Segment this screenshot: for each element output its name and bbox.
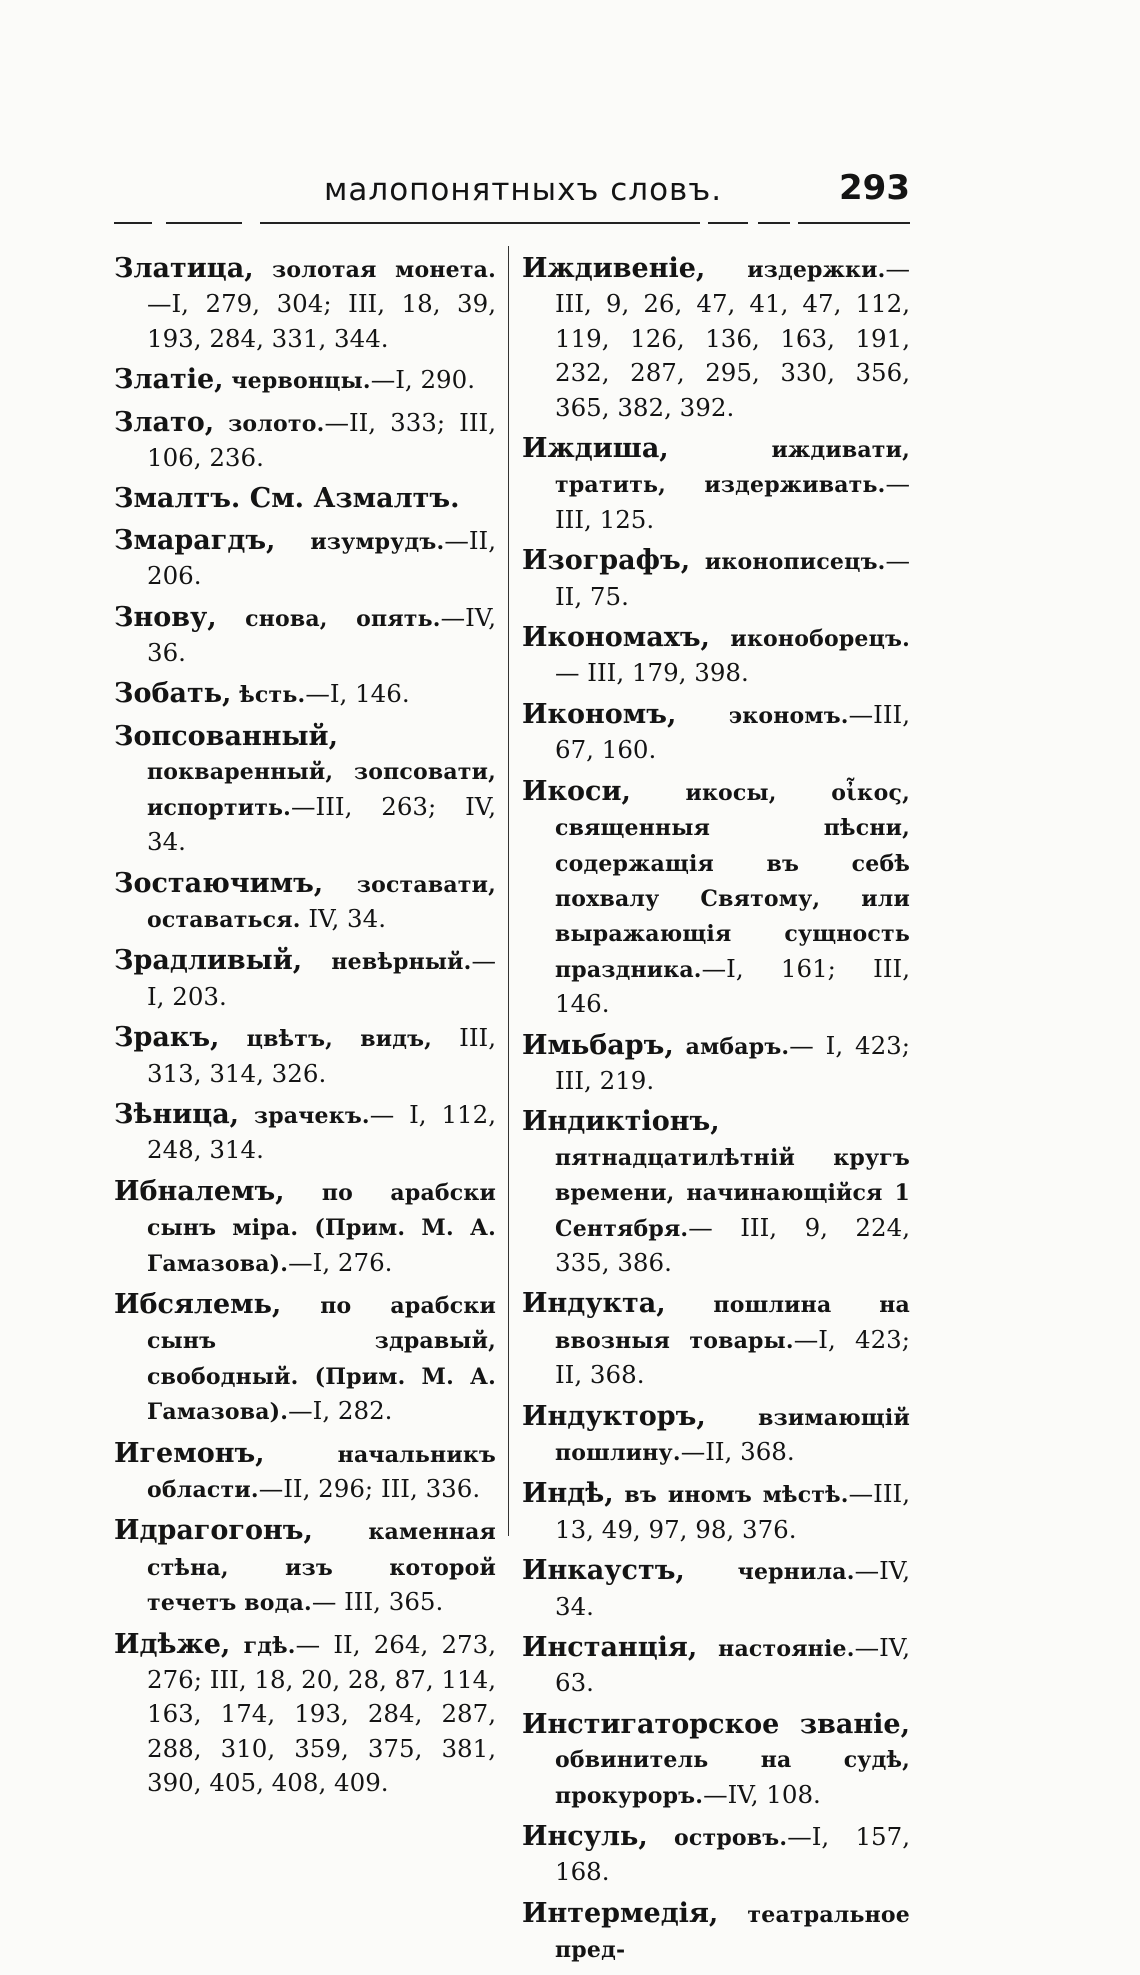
running-title: малопонятныхъ словъ. [324,172,723,208]
dictionary-entry [114,1437,496,1508]
entry-references: —I, 423; II, 368. [555,1324,910,1390]
entry-definition: цвѣтъ, видъ, [246,1026,433,1053]
left-column [114,252,496,1808]
entry-definition: пошлина на ввозныя товары. [555,1292,910,1354]
entry-definition: иконописецъ. [704,549,886,576]
entry-headword: Златіе, [114,364,224,396]
entry-references: —I, 279, 304; III, 18, 39, 193, 284, 331, 344. [147,289,496,353]
entry-headword: Знову, [114,601,217,633]
entry-headword: Индукта, [522,1288,666,1320]
entry-definition: золото. [228,410,325,437]
dictionary-entry [522,698,910,768]
entry-definition: экономъ. [728,702,849,729]
entry-references: — I, 112, 248, 314. [147,1099,496,1165]
entry-references: —II, 368. [680,1437,795,1466]
dictionary-entry [114,1098,496,1168]
entry-definition: театральное пред- [555,1901,910,1964]
entry-definition: по арабски сынъ міра. (Прим. М. А. Гамазова). [147,1179,496,1277]
entry-references: —IV, 63. [555,1633,910,1698]
entry-headword: Зопсованный, [114,720,338,752]
dictionary-entry [114,482,496,516]
page-number: 293 [839,168,910,208]
entry-references: —II, 296; III, 336. [258,1474,481,1503]
entry-references: — III, 179, 398. [555,658,749,688]
entry-definition: иждивати, тратить, издерживать. [555,437,910,499]
entry-headword: Зракъ, [114,1022,220,1054]
entry-references: —I, 290. [370,365,475,395]
dictionary-entry [522,1554,910,1624]
entry-definition: обвинитель на судѣ, прокуроръ. [555,1747,910,1809]
dictionary-entry [522,1400,910,1471]
dictionary-entry [522,621,910,691]
entry-definition: иконоборецъ. [730,626,910,653]
entry-headword: Индукторъ, [522,1400,706,1432]
dictionary-entry [114,601,496,671]
entry-headword: Игемонъ, [114,1437,265,1469]
dictionary-entry [522,1820,910,1890]
dictionary-entry [114,677,496,712]
entry-headword: Змарагдъ, [114,524,276,556]
entry-headword: Инсуль, [522,1821,648,1853]
dictionary-entry [522,1287,910,1392]
dictionary-entry [522,432,910,537]
entry-definition: пятнадцатилѣтній кругъ времени, начинающійся 1 Сентября. [555,1144,910,1242]
entry-headword: Иждивеніе, [522,253,706,284]
dictionary-entry [522,1029,910,1099]
entry-definition: изумрудъ. [310,528,445,555]
entry-definition: червонцы. [231,368,371,395]
entry-headword: Змалтъ. См. Азмалтъ. [114,483,460,515]
entry-headword: Иждиша, [522,433,669,465]
entry-references: III, 313, 314, 326. [147,1023,496,1088]
dictionary-entry [522,1708,910,1813]
entry-definition: по арабски сынъ здравый, свободный. (Прим. М. А. Гамазова). [147,1292,496,1426]
entry-definition: зоставати, оставаться. [147,871,496,933]
dictionary-entry [114,406,496,476]
entry-definition: чернила. [737,1559,855,1586]
entry-headword: Зостаючимъ, [114,867,324,899]
entry-headword: Зобать, [114,678,232,710]
entry-references: — I, 423; III, 219. [555,1030,911,1095]
entry-headword: Инстигаторское званіе, [522,1708,910,1740]
entry-headword: Злато, [114,406,215,438]
entry-references: —II, 333; III, 106, 236. [147,407,496,473]
entry-references: —I, 157, 168. [555,1822,910,1887]
entry-headword: Индиктіонъ, [522,1106,720,1138]
entry-definition: настояніе. [718,1636,855,1663]
entry-definition: снова, опять. [245,605,441,632]
entry-definition: гдѣ. [243,1632,296,1659]
dictionary-entry [114,1628,496,1801]
entry-definition: начальникъ области. [147,1441,496,1503]
entry-references: —III, 125. [555,469,910,534]
dictionary-entry [114,524,496,594]
entry-definition: островъ. [674,1825,788,1852]
dictionary-entry [522,1897,910,1968]
dictionary-entry [522,544,910,614]
dictionary-entry [114,1288,496,1430]
entry-references: —IV, 34. [555,1556,910,1621]
dictionary-entry [114,1175,496,1281]
entry-definition: взимающій пошлину. [555,1404,910,1466]
entry-definition: невѣрный. [331,949,472,976]
entry-references: —II, 206. [147,525,496,591]
entry-definition: икосы, οἶκος, священныя пѣсни, содержащія въ себѣ похвалу Святому, или выражающія сущность праздника. [555,779,910,983]
entry-references: —I, 161; III, 146. [555,953,910,1019]
page-header [114,168,910,222]
entry-definition: ѣсть. [239,682,306,709]
entry-headword: Идрагогонъ, [114,1515,313,1547]
dictionary-entry [522,1105,910,1280]
entry-references: —I, 276. [288,1247,393,1277]
entry-references: —I, 282. [288,1396,393,1426]
dictionary-entry [114,1021,496,1091]
entry-definition: покваренный, зопсовати, испортить. [147,759,496,821]
dictionary-entry [522,1477,910,1547]
entry-references: — III, 9, 224, 335, 386. [555,1212,910,1277]
entry-headword: Идѣже, [114,1628,231,1660]
entry-headword: Зрадливый, [114,945,303,977]
entry-references: —I, 146. [305,679,410,709]
entry-headword: Икономъ, [522,698,677,730]
dictionary-entry [522,252,910,425]
entry-headword: Ибсялемь, [114,1288,282,1320]
entry-headword: Интермедія, [522,1897,719,1929]
dictionary-entry [114,867,496,938]
entry-definition: золотая монета. [272,257,496,283]
entry-references: — I, 203. [147,946,496,1011]
dictionary-entry [114,1514,496,1620]
entry-headword: Инкаустъ, [522,1555,685,1587]
entry-references: —III, 9, 26, 47, 41, 47, 112, 119, 126, 136, 163, 191, 232, 287, 295, 330, 356, 365, 382, 392. [555,254,910,422]
entry-headword: Индѣ, [522,1478,614,1510]
entry-definition: зрачекъ. [253,1102,370,1129]
entry-references: —III, 13, 49, 97, 98, 376. [555,1479,910,1544]
entry-definition: въ иномъ мѣстѣ. [624,1482,849,1509]
entry-references: IV, 34. [308,903,387,933]
entry-headword: Ибналемъ, [114,1175,285,1207]
entry-references: —IV, 108. [703,1779,821,1809]
dictionary-entry [522,1631,910,1701]
dictionary-entry [522,775,910,1022]
entry-references: —III, 263; IV, 34. [147,791,496,857]
entry-definition: каменная стѣна, изъ которой течетъ вода. [147,1519,496,1617]
entry-references: —III, 67, 160. [555,699,910,765]
entry-headword: Златица, [114,253,254,284]
entry-headword: Зѣница, [114,1098,240,1130]
entry-references: —IV, 36. [147,602,496,668]
entry-headword: Изографъ, [522,545,691,577]
dictionary-entry [114,252,496,356]
entry-headword: Имьбаръ, [522,1029,674,1061]
right-column [522,252,910,1975]
entry-references: — III, 365. [311,1587,444,1617]
entry-headword: Икономахъ, [522,622,710,654]
dictionary-entry [114,720,496,860]
entry-headword: Инстанція, [522,1632,698,1664]
entry-definition: амбаръ. [685,1033,790,1060]
dictionary-entry [114,363,496,398]
column-divider [508,246,509,1536]
entry-references: —II, 75. [555,546,910,611]
entry-definition: издержки. [747,257,886,283]
entry-references: — II, 264, 273, 276; III, 18, 20, 28, 87, 114, 163, 174, 193, 284, 287, 288, 310, 359, 375, 381, 390, 405, 408, 409. [147,1629,497,1798]
entry-headword: Икоси, [522,775,631,807]
dictionary-entry [114,944,496,1014]
